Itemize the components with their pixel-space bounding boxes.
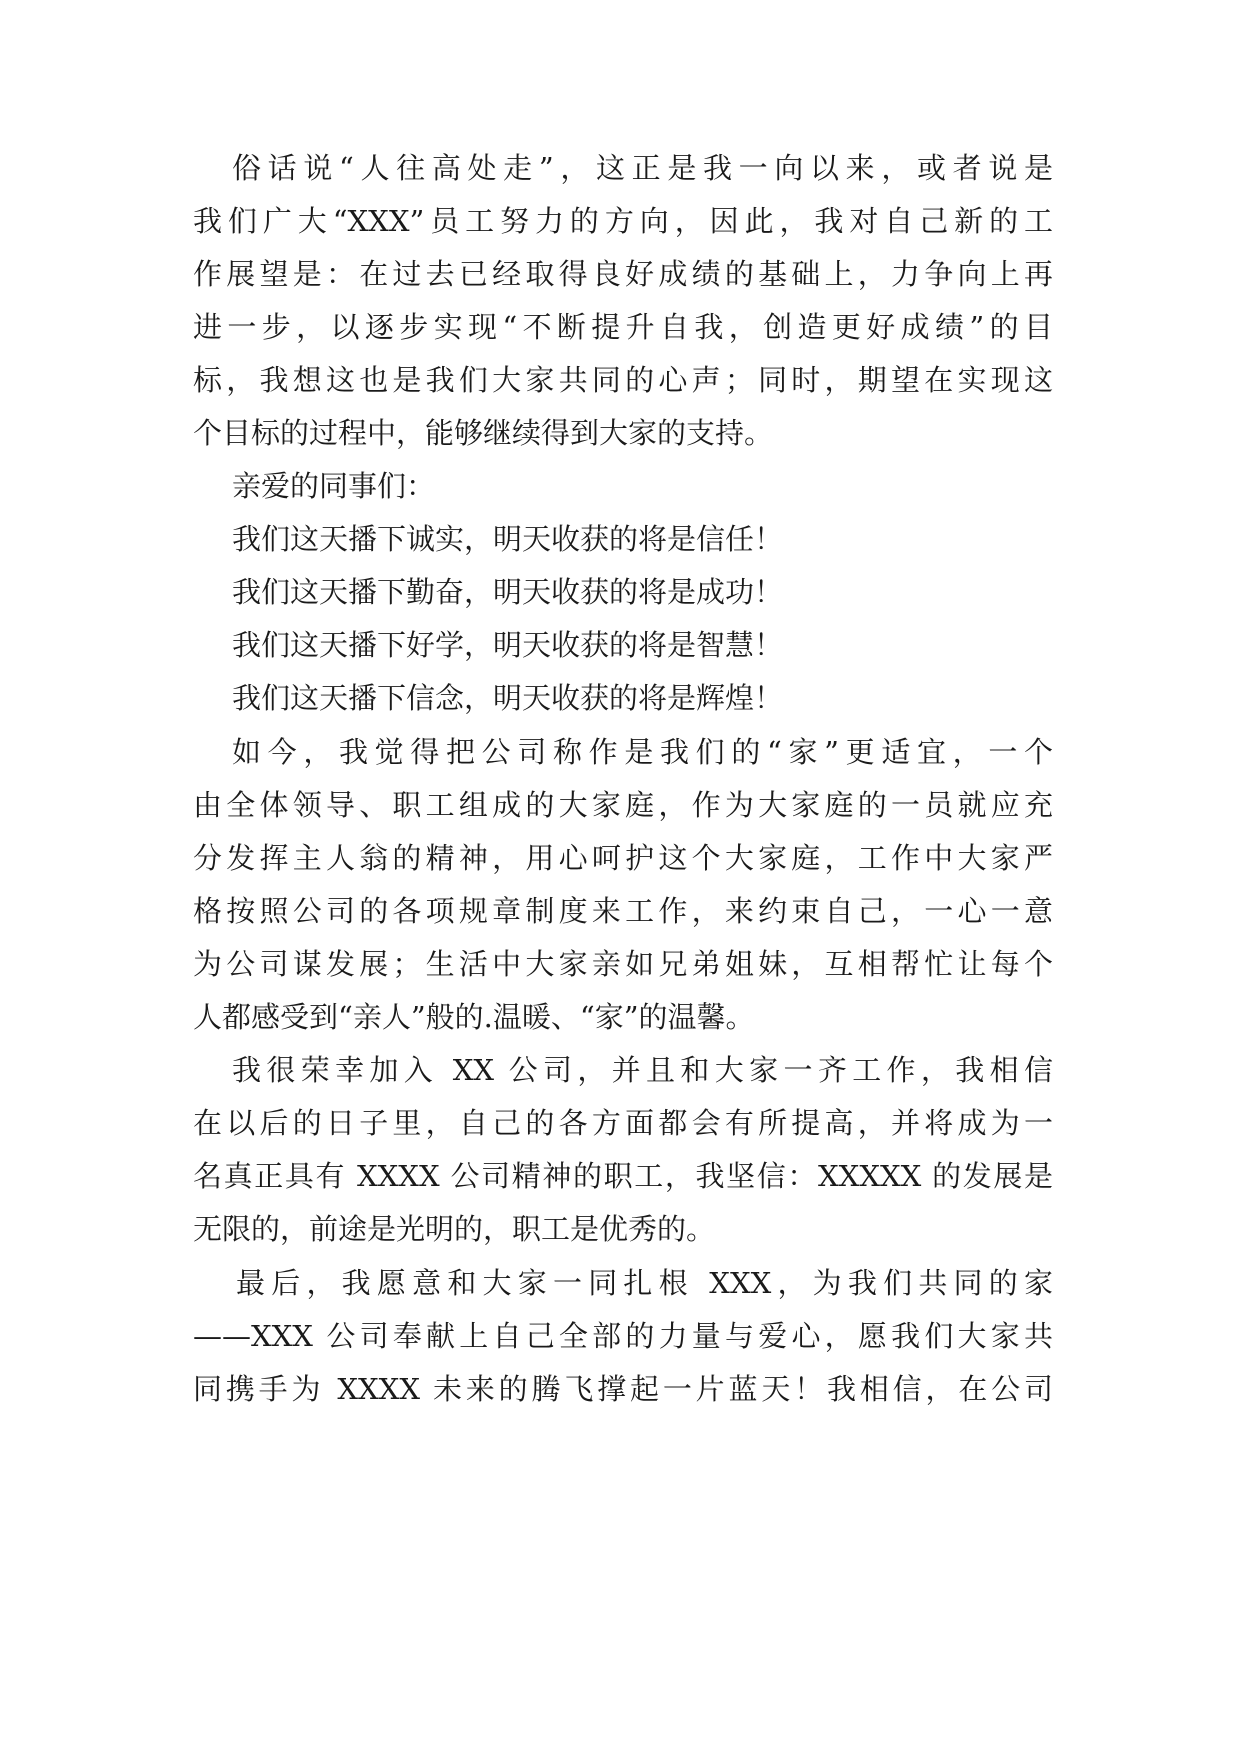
paragraph-2-line-1: 如今，我觉得把公司称作是我们的“家”更适宜，一个 <box>232 735 1053 769</box>
paragraph-3-line-2: 在以后的日子里，自己的各方面都会有所提高，并将成为一 <box>193 1106 1053 1140</box>
paragraph-1-line-2: 我们广大“XXX”员工努力的方向，因此，我对自己新的工 <box>193 204 1053 238</box>
paragraph-1-line-4: 进一步，以逐步实现“不断提升自我，创造更好成绩”的目 <box>193 310 1053 344</box>
paragraph-1-line-5: 标，我想这也是我们大家共同的心声；同时，期望在实现这 <box>193 363 1053 397</box>
paragraph-2-line-2: 由全体领导、职工组成的大家庭，作为大家庭的一员就应充 <box>193 788 1053 822</box>
paragraph-1-line-1: 俗话说“人往高处走”，这正是我一向以来，或者说是 <box>232 151 1053 185</box>
paragraph-3-line-3: 名真正具有 XXXX 公司精神的职工，我坚信：XXXXX 的发展是 <box>193 1159 1053 1193</box>
paragraph-4-line-2: ——XXX 公司奉献上自己全部的力量与爱心，愿我们大家共 <box>193 1319 1053 1353</box>
paragraph-3-line-1: 我很荣幸加入 XX 公司，并且和大家一齐工作，我相信 <box>232 1053 1053 1087</box>
paragraph-2-line-4: 格按照公司的各项规章制度来工作，来约束自己，一心一意 <box>193 894 1053 928</box>
slogan-line-2: 我们这天播下勤奋，明天收获的将是成功！ <box>232 575 784 609</box>
slogan-line-4: 我们这天播下信念，明天收获的将是辉煌！ <box>232 681 784 715</box>
paragraph-1-line-3: 作展望是：在过去已经取得良好成绩的基础上，力争向上再 <box>193 257 1053 291</box>
slogan-line-3: 我们这天播下好学，明天收获的将是智慧！ <box>232 628 784 662</box>
paragraph-2-line-3: 分发挥主人翁的精神，用心呵护这个大家庭，工作中大家严 <box>193 841 1053 875</box>
paragraph-4-line-3: 同携手为 XXXX 未来的腾飞撑起一片蓝天！我相信，在公司 <box>193 1372 1053 1406</box>
paragraph-1-line-6: 个目标的过程中，能够继续得到大家的支持。 <box>193 416 774 450</box>
paragraph-2-line-6: 人都感受到“亲人”般的.温暖、“家”的温馨。 <box>193 1000 755 1034</box>
salutation: 亲爱的同事们： <box>232 469 436 503</box>
paragraph-4-line-1: 最后，我愿意和大家一同扎根 XXX，为我们共同的家 <box>236 1266 1053 1300</box>
paragraph-3-line-4: 无限的，前途是光明的，职工是优秀的。 <box>193 1212 716 1246</box>
paragraph-2-line-5: 为公司谋发展；生活中大家亲如兄弟姐妹，互相帮忙让每个 <box>193 947 1053 981</box>
slogan-line-1: 我们这天播下诚实，明天收获的将是信任！ <box>232 522 784 556</box>
